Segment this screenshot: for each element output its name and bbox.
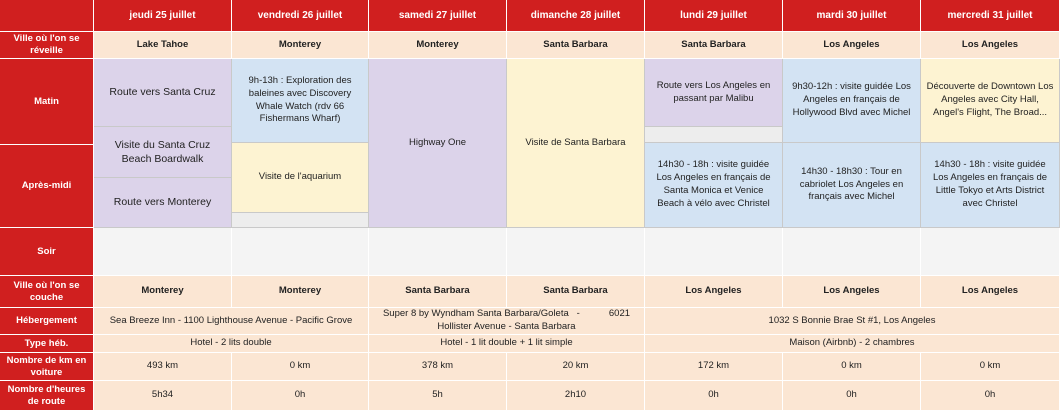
sleep-city-cell[interactable]: Monterey (232, 276, 369, 308)
hours-cell[interactable]: 2h10 (507, 381, 645, 411)
activity-cell[interactable]: Visite du Santa Cruz Beach Boardwalk (94, 127, 232, 178)
empty-cell[interactable] (94, 228, 232, 276)
row-header-morning: Matin (0, 59, 94, 145)
wake-city-cell[interactable]: Monterey (232, 32, 369, 59)
day-header[interactable]: dimanche 28 juillet (507, 0, 645, 32)
km-cell[interactable]: 493 km (94, 353, 232, 381)
wake-city-cell[interactable]: Santa Barbara (645, 32, 783, 59)
wake-city-cell[interactable]: Los Angeles (783, 32, 921, 59)
day-header[interactable]: vendredi 26 juillet (232, 0, 369, 32)
row-header-lodging-type: Type héb. (0, 335, 94, 353)
sleep-city-cell[interactable]: Los Angeles (645, 276, 783, 308)
wake-city-cell[interactable]: Monterey (369, 32, 507, 59)
sleep-city-cell[interactable]: Santa Barbara (369, 276, 507, 308)
km-cell[interactable]: 0 km (921, 353, 1060, 381)
hours-cell[interactable]: 0h (783, 381, 921, 411)
lodging-type-cell[interactable]: Hotel - 1 lit double + 1 lit simple (369, 335, 645, 353)
empty-cell[interactable] (369, 228, 507, 276)
day-header[interactable]: lundi 29 juillet (645, 0, 783, 32)
activity-cell[interactable]: Route vers Santa Cruz (94, 59, 232, 127)
row-header-wake-city: Ville où l'on se réveille (0, 32, 94, 59)
lodging-type-cell[interactable]: Hotel - 2 lits double (94, 335, 369, 353)
wake-city-cell[interactable]: Los Angeles (921, 32, 1060, 59)
activity-cell[interactable]: 9h30-12h : visite guidée Los Angeles en français de Hollywood Blvd avec Michel (783, 59, 921, 143)
activity-cell[interactable]: Route vers Monterey (94, 178, 232, 228)
row-header-km: Nombre de km en voiture (0, 353, 94, 381)
km-cell[interactable]: 0 km (783, 353, 921, 381)
wake-city-cell[interactable]: Santa Barbara (507, 32, 645, 59)
activity-cell[interactable]: 14h30 - 18h30 : Tour en cabriolet Los Angeles en français avec Michel (783, 143, 921, 228)
day-header[interactable]: mercredi 31 juillet (921, 0, 1060, 32)
activity-cell[interactable]: Route vers Los Angeles en passant par Malibu (645, 59, 783, 127)
sleep-city-cell[interactable]: Monterey (94, 276, 232, 308)
empty-cell[interactable] (232, 228, 369, 276)
empty-cell[interactable] (507, 228, 645, 276)
corner-cell (0, 0, 94, 32)
hours-cell[interactable]: 0h (232, 381, 369, 411)
empty-cell[interactable] (645, 127, 783, 143)
km-cell[interactable]: 172 km (645, 353, 783, 381)
day-header[interactable]: jeudi 25 juillet (94, 0, 232, 32)
activity-cell[interactable]: 9h-13h : Exploration des baleines avec Discovery Whale Watch (rdv 66 Fishermans Wharf) (232, 59, 369, 143)
row-header-hours: Nombre d'heures de route (0, 381, 94, 411)
lodging-type-cell[interactable]: Maison (Airbnb) - 2 chambres (645, 335, 1060, 353)
empty-cell[interactable] (232, 213, 369, 228)
km-cell[interactable]: 20 km (507, 353, 645, 381)
day-header[interactable]: samedi 27 juillet (369, 0, 507, 32)
lodging-cell[interactable]: Super 8 by Wyndham Santa Barbara/Goleta - 6021 Hollister Avenue - Santa Barbara (369, 308, 645, 335)
sleep-city-cell[interactable]: Los Angeles (921, 276, 1060, 308)
row-header-evening: Soir (0, 228, 94, 276)
day-header[interactable]: mardi 30 juillet (783, 0, 921, 32)
km-cell[interactable]: 0 km (232, 353, 369, 381)
row-header-afternoon: Après-midi (0, 145, 94, 228)
empty-cell[interactable] (783, 228, 921, 276)
activity-cell[interactable]: Highway One (369, 59, 507, 228)
wake-city-cell[interactable]: Lake Tahoe (94, 32, 232, 59)
hours-cell[interactable]: 5h (369, 381, 507, 411)
empty-cell[interactable] (921, 228, 1060, 276)
hours-cell[interactable]: 0h (645, 381, 783, 411)
hours-cell[interactable]: 5h34 (94, 381, 232, 411)
lodging-cell[interactable]: Sea Breeze Inn - 1100 Lighthouse Avenue - Pacific Grove (94, 308, 369, 335)
row-header-lodging: Hébergement (0, 308, 94, 335)
activity-cell[interactable]: Visite de l'aquarium (232, 143, 369, 213)
sleep-city-cell[interactable]: Santa Barbara (507, 276, 645, 308)
activity-cell[interactable]: Découverte de Downtown Los Angeles avec City Hall, Angel's Flight, The Broad... (921, 59, 1060, 143)
activity-cell[interactable]: 14h30 - 18h : visite guidée Los Angeles en français de Santa Monica et Venice Beach à vélo avec Christel (645, 143, 783, 228)
sleep-city-cell[interactable]: Los Angeles (783, 276, 921, 308)
lodging-cell[interactable]: 1032 S Bonnie Brae St #1, Los Angeles (645, 308, 1060, 335)
activity-cell[interactable]: 14h30 - 18h : visite guidée Los Angeles en français de Little Tokyo et Arts District avec Christel (921, 143, 1060, 228)
hours-cell[interactable]: 0h (921, 381, 1060, 411)
empty-cell[interactable] (645, 228, 783, 276)
row-header-sleep-city: Ville où l'on se couche (0, 276, 94, 308)
activity-cell[interactable]: Visite de Santa Barbara (507, 59, 645, 228)
km-cell[interactable]: 378 km (369, 353, 507, 381)
